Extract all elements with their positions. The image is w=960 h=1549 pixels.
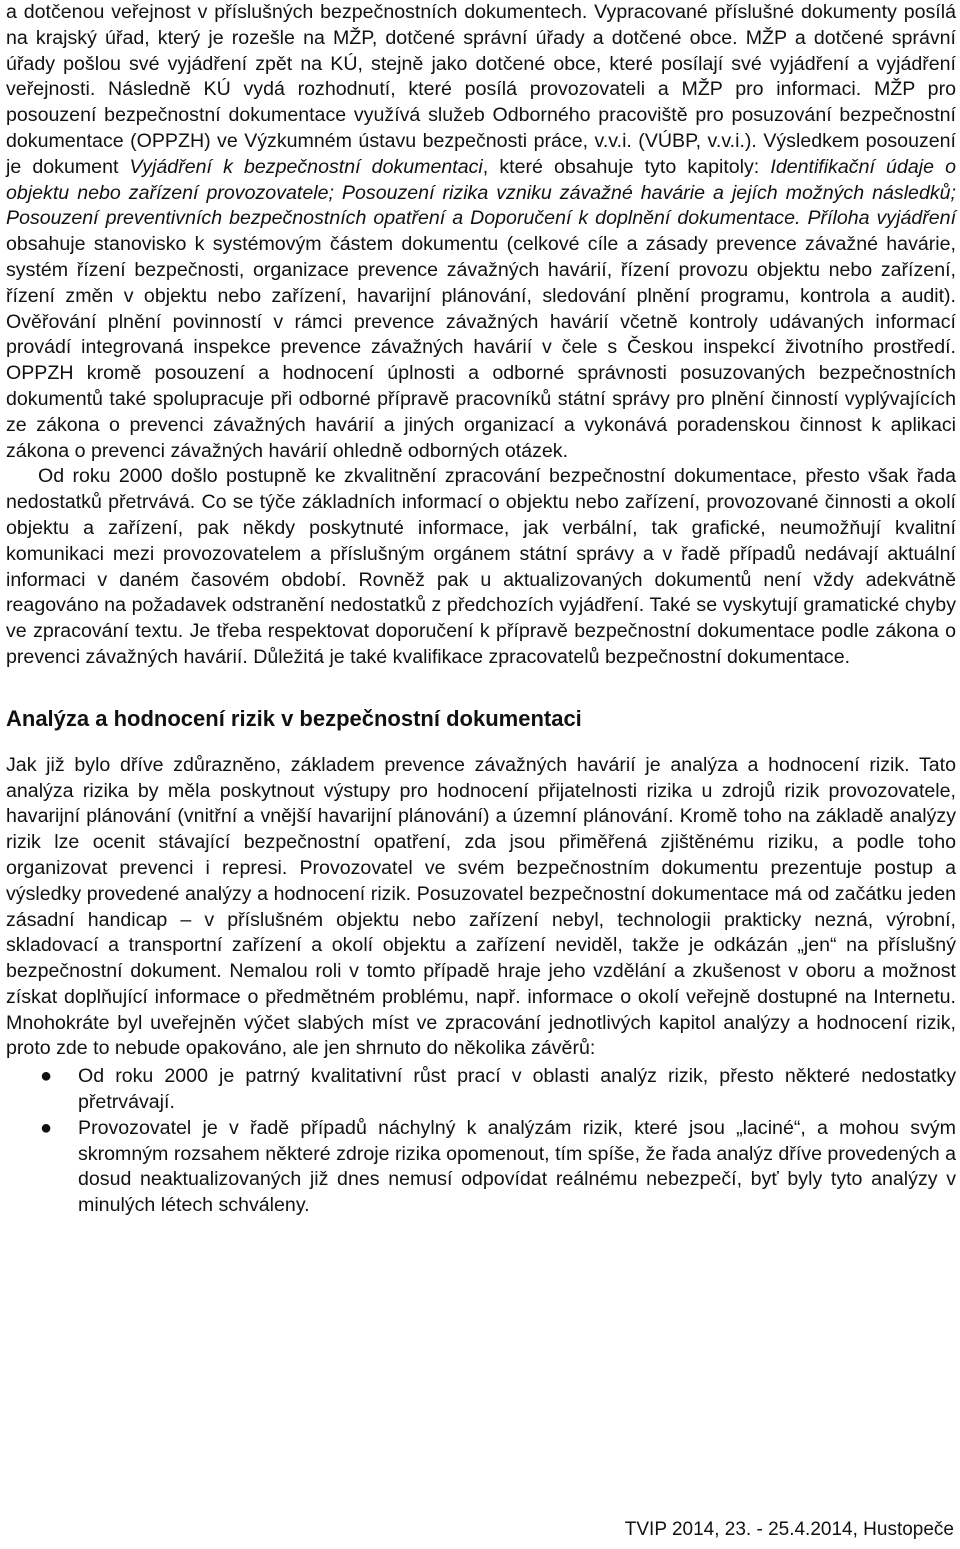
bullet-icon: ● (40, 1116, 53, 1139)
bullet-icon: ● (40, 1065, 53, 1088)
paragraph-quality-improvement: Od roku 2000 došlo postupně ke zkvalitnění zpracování bezpečnostní dokumentace, přesto však řada nedostatků přetrvává. Co se týče základních informací o objektu nebo zařízení, provozované činnosti a okolí objektu a zařízení, pak někdy poskytnuté informace, jak verbální, tak grafické, neumožňují kvalitní komunikaci mezi provozovatelem a příslušným orgánem státní správy a v řadě případů nedávají aktuální informaci v daném časovém období. Rovněž pak u aktualizovaných dokumentů není vždy adekvátně reagováno na požadavek odstranění nedostatků z předchozích vyjádření. Také se vyskytují gramatické chyby ve zpracování textu. Je třeba respektovat doporučení k přípravě bezpečnostní dokumentace podle zákona o prevenci závažných havárií. Důležitá je také kvalifikace zpracovatelů bezpečnostní dokumentace. (6, 465, 956, 668)
italic-text-run: Identifikační údaje o objektu nebo zařízení provozovatele; Posouzení rizika vzniku závažné havárie a jejích možných následků; Posouzení preventivních bezpečnostních opatření a Doporučení k doplnění dokumentace. (6, 155, 957, 230)
list-item-text: Provozovatel je v řadě případů náchylný k analýzám rizik, které jsou „laciné“, a mohou svým skromným rozsahem některé zdroje rizika opomenout, tím spíše, že řada analýz dříve provedených a dosud neaktualizovaných již dnes nemusí odpovídat reálnému nebezpečí, byť byly tyto analýzy v minulých létech schváleny. (78, 1116, 956, 1217)
list-item (6, 1116, 956, 1219)
text-run: obsahuje stanovisko k systémovým částem dokumentu (celkové cíle a zásady prevence závažné havárie, systém řízení bezpečnosti, organizace prevence závažných havárií, řízení provozu objektu nebo zařízení, řízení změn v objektu nebo zařízení, havarijní plánování, sledování plnění programu, kontrola a audit). Ověřování plnění povinností v rámci prevence závažných havárií včetně kontroly udávaných informací provádí integrovaná inspekce prevence závažných havárií v čele s Českou inspekcí životního prostředí. OPPZH kromě posouzení a hodnocení úplnosti a odborné správnosti posuzovaných bezpečnostních dokumentů také spolupracuje při odborné přípravě pracovníků státní správy pro plnění činností vyplývajících ze zákona o prevenci závažných havárií a jiných organizací a vykonává poradenskou činnost k aplikaci zákona o prevenci závažných havárií ohledně odborných otázek. (6, 233, 956, 462)
page-footer: TVIP 2014, 23. - 25.4.2014, Hustopeče (624, 1519, 954, 1540)
list-item (6, 1064, 956, 1116)
list-item-text: Od roku 2000 je patrný kvalitativní růst prací v oblasti analýz rizik, přesto některé nedostatky přetrvávají. (78, 1065, 956, 1114)
italic-text-run: Příloha vyjádření (807, 207, 957, 230)
paragraph-risk-analysis: Jak již bylo dříve zdůrazněno, základem prevence závažných havárií je analýza a hodnocení rizik. Tato analýza rizika by měla poskytnout výstupy pro hodnocení přijatelnosti rizika u zdrojů rizik provozovatele, havarijní plánování (vnitřní a vnější havarijní plánování) a územní plánování. Kromě toho na základě analýzy rizik lze ocenit stávající bezpečnostní opatření, zda jsou přiměřená zjištěnému riziku, a podle toho organizovat prevenci i represi. Provozovatel ve svém bezpečnostním dokumentu prezentuje postup a výsledky provedené analýzy a hodnocení rizik. Posuzovatel bezpečnostní dokumentace má od začátku jeden zásadní handicap – v příslušném objektu nebo zařízení nebyl, technologii prakticky nezná, výrobní, skladovací a transportní zařízení a okolí objektu a zařízení neviděl, takže je odkázán „jen“ na příslušný bezpečnostní dokument. Nemalou roli v tomto případě hraje jeho vzdělání a zkušenost v oboru a možnost získat doplňující informace o předmětném problému, např. informace o okolí veřejně dostupné na Internetu. Mnohokráte byl uveřejněn výčet slabých míst ve zpracování jednotlivých kapitol analýzy a hodnocení rizik, proto zde to nebude opakováno, ale jen shrnuto do několika závěrů: (6, 753, 956, 1060)
section-heading: Analýza a hodnocení rizik v bezpečnostní dokumentaci (6, 705, 582, 731)
paragraph-safety-documentation-process (6, 0, 956, 464)
text-run: a dotčenou veřejnost v příslušných bezpečnostních dokumentech. Vypracované příslušné dokumenty posílá na krajský úřad, který je rozešle na MŽP, dotčené správní úřady a dotčené obce. MŽP a dotčené správní úřady pošlou své vyjádření zpět na KÚ, stejně jako dotčené obce, které posílají své vyjádření a vyjádření veřejnosti. Následně KÚ vydá rozhodnutí, které posílá provozovateli a MŽP pro informaci. MŽP pro posouzení bezpečnostní dokumentace využívá služeb Odborného pracoviště pro posuzování bezpečnostní dokumentace (OPPZH) ve Výzkumném ústavu bezpečnosti práce, v.v.i. (VÚBP, v.v.i.). Výsledkem posouzení je dokument (6, 1, 956, 178)
conclusions-list (6, 1064, 956, 1219)
document-page (6, 0, 956, 1219)
italic-text-run: Vyjádření k bezpečnostní dokumentaci (129, 155, 483, 178)
text-run: , které obsahuje tyto kapitoly: (482, 155, 771, 178)
